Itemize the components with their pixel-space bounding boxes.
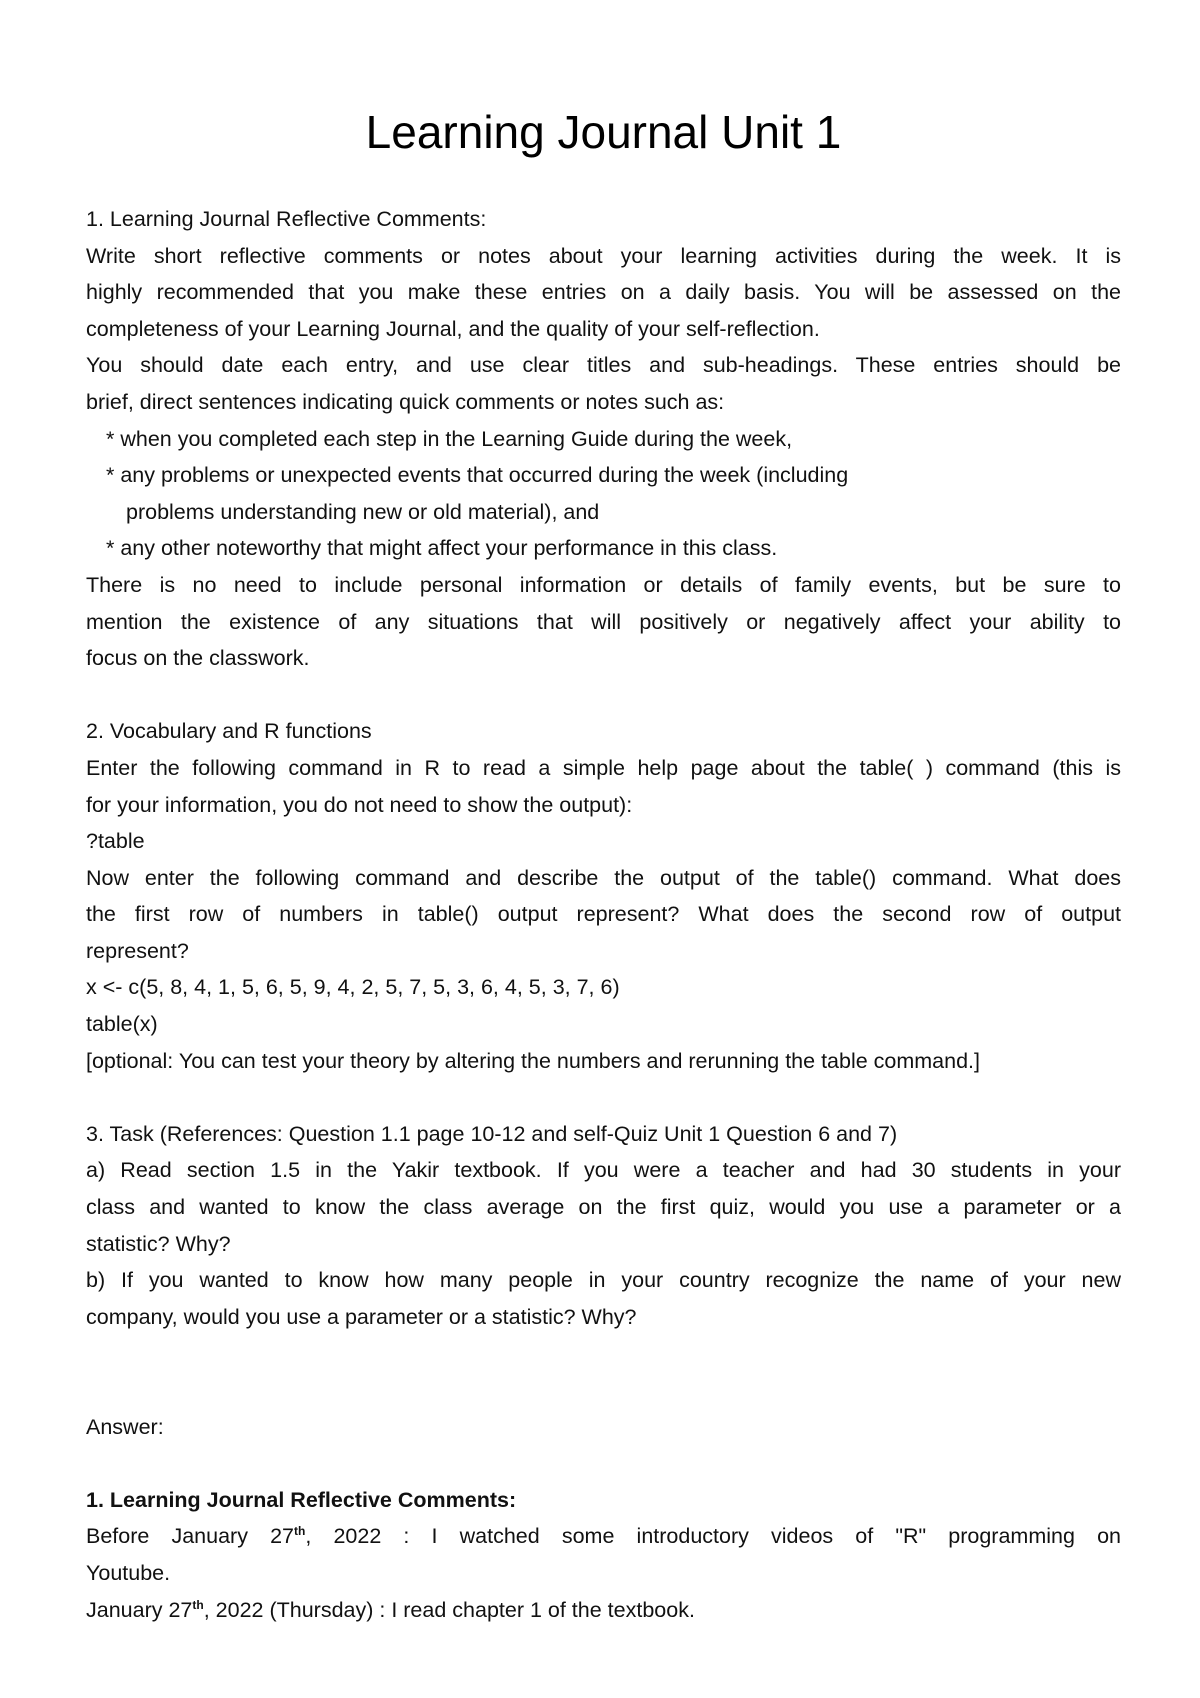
blank-line (86, 1335, 1121, 1372)
section-2-heading: 2. Vocabulary and R functions (86, 719, 372, 744)
answer-label: Answer: (86, 1414, 164, 1439)
paragraph-line: the first row of numbers in table() output represent? What does the second row of output (86, 902, 1121, 927)
paragraph-line: brief, direct sentences indicating quick comments or notes such as: (86, 389, 725, 414)
paragraph-line: focus on the classwork. (86, 646, 310, 671)
entry-text: , 2022 (Thursday) : I read chapter 1 of the textbook. (203, 1597, 695, 1622)
optional-note: [optional: You can test your theory by altering the numbers and rerunning the table command.] (86, 1048, 981, 1073)
journal-entry-1 (86, 1518, 1121, 1555)
r-command: x <- c(5, 8, 4, 1, 5, 6, 5, 9, 4, 2, 5, 7, 5, 3, 6, 4, 5, 3, 7, 6) (86, 975, 620, 1000)
paragraph-line: completeness of your Learning Journal, and the quality of your self-reflection. (86, 316, 820, 341)
blank-line (86, 677, 1121, 714)
question-a-line: class and wanted to know the class average on the first quiz, would you use a parameter or a (86, 1195, 1121, 1220)
paragraph-line: Now enter the following command and describe the output of the table() command. What does (86, 865, 1121, 890)
paragraph-line: There is no need to include personal information or details of family events, but be sure to (86, 572, 1121, 597)
blank-line (86, 1079, 1121, 1116)
bullet-item-continuation: problems understanding new or old material), and (126, 499, 600, 524)
paragraph-line: mention the existence of any situations that will positively or negatively affect your ability to (86, 609, 1121, 634)
r-command: ?table (86, 829, 145, 854)
entry-date-prefix: January 27 (86, 1597, 193, 1622)
paragraph-line: represent? (86, 938, 189, 963)
date-ordinal-suffix: th (192, 1597, 204, 1612)
entry-text: , 2022 : I watched some introductory videos of "R" programming on (305, 1524, 1121, 1549)
blank-line (86, 1445, 1121, 1482)
question-b-line: company, would you use a parameter or a statistic? Why? (86, 1304, 637, 1329)
question-b-line: b) If you wanted to know how many people in your country recognize the name of your new (86, 1268, 1121, 1293)
paragraph-line: Write short reflective comments or notes about your learning activities during the week. It is (86, 243, 1121, 268)
entry-date-prefix: Before January 27 (86, 1524, 295, 1549)
bullet-item: * any other noteworthy that might affect your performance in this class. (106, 536, 778, 561)
paragraph-line: for your information, you do not need to show the output): (86, 792, 633, 817)
question-a-line: a) Read section 1.5 in the Yakir textbook. If you were a teacher and had 30 students in your (86, 1158, 1121, 1183)
r-command: table(x) (86, 1012, 158, 1037)
paragraph-line: highly recommended that you make these entries on a daily basis. You will be assessed on the (86, 280, 1121, 305)
document-title: Learning Journal Unit 1 (365, 106, 842, 158)
document-body (86, 201, 1121, 1628)
blank-line (86, 1372, 1121, 1409)
bullet-item: * when you completed each step in the Learning Guide during the week, (106, 426, 793, 451)
journal-entry-1-continuation: Youtube. (86, 1560, 171, 1585)
paragraph-line: You should date each entry, and use clear titles and sub-headings. These entries should be (86, 353, 1121, 378)
bullet-item: * any problems or unexpected events that occurred during the week (including (106, 463, 849, 488)
journal-entry-2 (86, 1592, 1121, 1629)
section-3-heading: 3. Task (References: Question 1.1 page 10-12 and self-Quiz Unit 1 Question 6 and 7) (86, 1121, 898, 1146)
date-ordinal-suffix: th (294, 1524, 306, 1539)
paragraph-line: Enter the following command in R to read a simple help page about the table( ) command (this is (86, 755, 1121, 780)
question-a-line: statistic? Why? (86, 1231, 231, 1256)
answer-heading: 1. Learning Journal Reflective Comments: (86, 1487, 517, 1512)
section-1-heading: 1. Learning Journal Reflective Comments: (86, 207, 487, 231)
